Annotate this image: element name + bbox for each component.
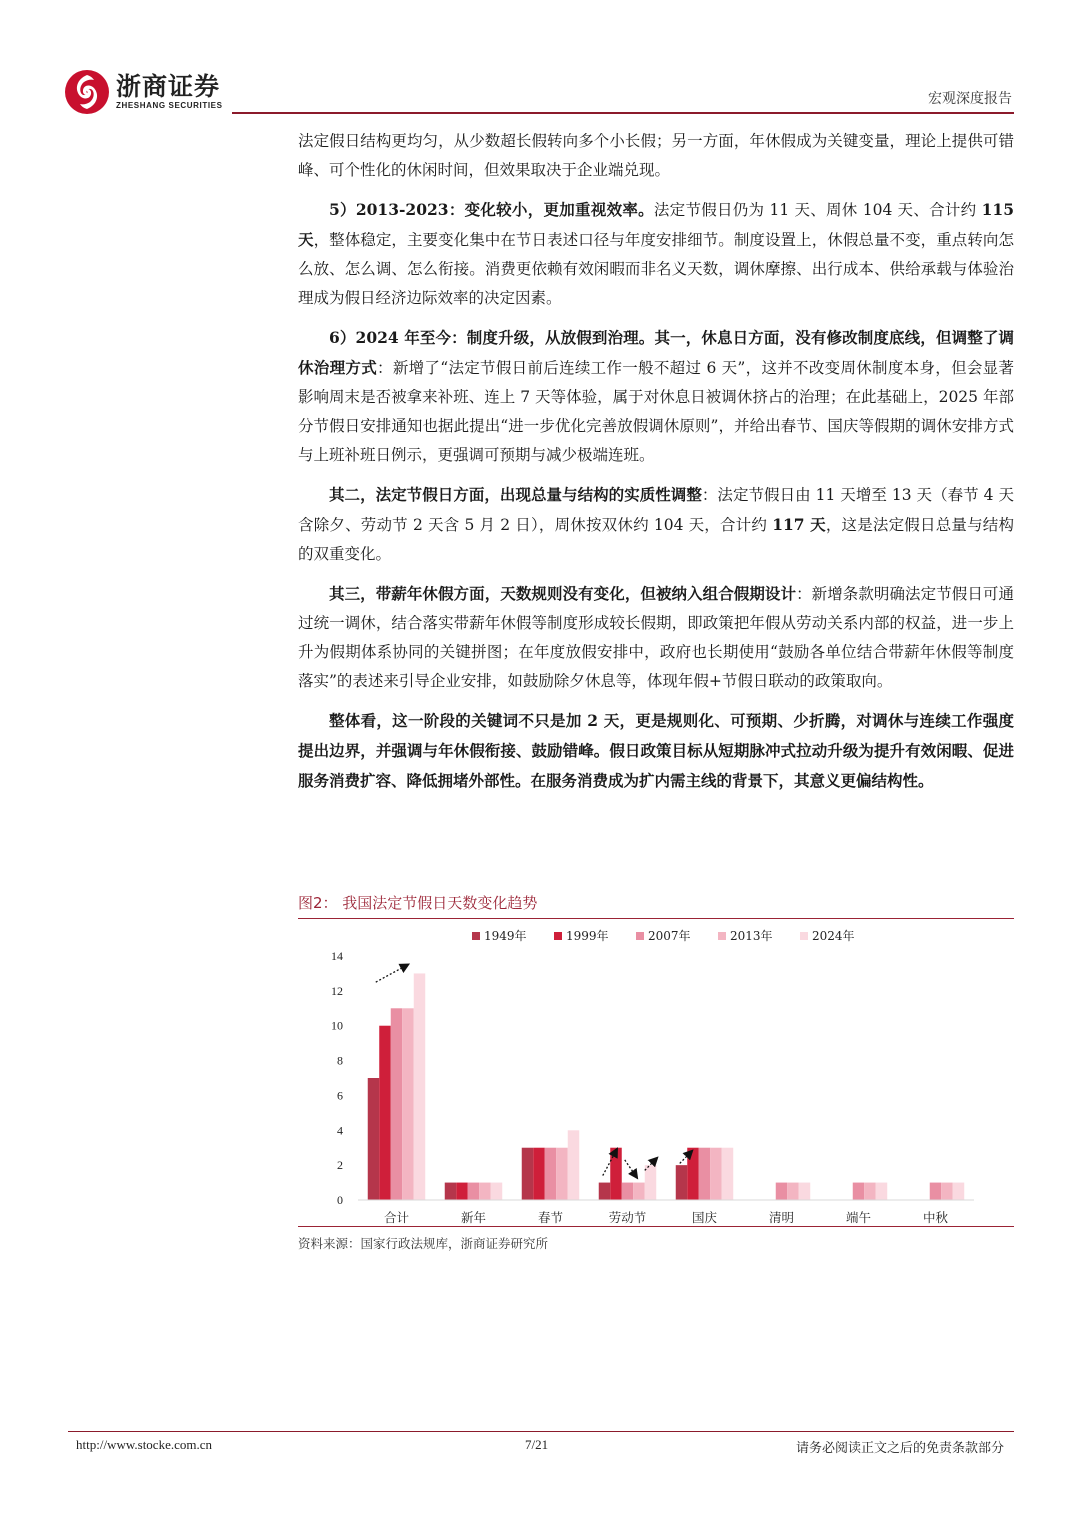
paragraph-lead: 其三，带薪年休假方面，天数规则没有变化，但被纳入组合假期设计 xyxy=(329,584,797,603)
bar xyxy=(468,1183,480,1200)
logo-english-name: ZHESHANG SECURITIES xyxy=(116,101,223,110)
bar xyxy=(676,1165,688,1200)
article-body xyxy=(298,127,1014,806)
trend-arrow xyxy=(376,965,408,982)
bar xyxy=(953,1183,965,1200)
report-type-label: 宏观深度报告 xyxy=(928,91,1012,107)
bar xyxy=(445,1183,457,1200)
bar xyxy=(368,1078,380,1200)
bar xyxy=(864,1183,876,1200)
bar xyxy=(633,1183,645,1200)
footer-divider xyxy=(68,1431,1014,1432)
legend-label: 2024年 xyxy=(812,929,855,943)
bar xyxy=(556,1148,568,1200)
bar xyxy=(645,1165,657,1200)
bar xyxy=(391,1008,403,1200)
x-tick-label: 国庆 xyxy=(691,1210,718,1225)
bar xyxy=(545,1148,557,1200)
x-tick-label: 劳动节 xyxy=(608,1210,647,1225)
paragraph-text: ：新增条款明确法定节假日可通过统一调休，结合落实带薪年休假等制度形成较长假期，即政策把年假从劳动关系内部的权益，进一步上升为假期体系协同的关键拼图；在年度放假安排中，政府也长期使用“鼓励各单位结合带薪年休假等制度落实”的表述来引导企业安排，如鼓励除夕休息等，体现年假+节假日联动的政策取向。 xyxy=(298,585,1014,690)
bars xyxy=(368,973,965,1200)
y-tick-label: 6 xyxy=(337,1088,343,1103)
bar xyxy=(491,1183,503,1200)
y-tick-label: 10 xyxy=(331,1018,343,1033)
bar xyxy=(568,1130,580,1200)
y-axis xyxy=(331,949,343,1207)
chart-legend xyxy=(472,928,855,943)
legend-swatch xyxy=(718,932,726,940)
legend-swatch xyxy=(800,932,808,940)
logo-mark-icon xyxy=(64,69,110,115)
paragraph-lead: 整体看，这一阶段的关键词不只是加 2 天，更是规则化、可预期、少折腾，对调休与连续工作强度提出边界，并强调与年休假衔接、鼓励错峰。假日政策目标从短期脉冲式拉动升级为提升有效闲暇、促进服务消费扩容、降低拥堵外部性。在服务消费成为扩内需主线的背景下，其意义更偏结构性。 xyxy=(298,711,1014,790)
figure-title: 图2： 我国法定节假日天数变化趋势 xyxy=(298,894,538,912)
legend-swatch xyxy=(636,932,644,940)
bar xyxy=(599,1183,611,1200)
x-tick-label: 春节 xyxy=(537,1210,564,1225)
paragraph-text: 法定节假日仍为 11 天、周休 104 天、合计约 xyxy=(653,201,982,219)
paragraph xyxy=(298,706,1014,796)
footer-disclaimer: 请务必阅读正文之后的免责条款部分 xyxy=(795,1441,1004,1456)
paragraph-text: ，这是法定假日总量与结构的双重变化。 xyxy=(298,516,1014,563)
bar xyxy=(379,1026,391,1200)
paragraph xyxy=(298,480,1014,569)
bar xyxy=(414,973,426,1200)
legend-label: 1999年 xyxy=(566,929,609,943)
bar xyxy=(722,1148,734,1200)
y-tick-label: 2 xyxy=(337,1158,343,1173)
bar xyxy=(687,1148,699,1200)
paragraph xyxy=(298,195,1014,313)
legend-swatch xyxy=(472,932,480,940)
x-tick-label: 合计 xyxy=(383,1210,410,1225)
bar xyxy=(622,1183,634,1200)
company-logo xyxy=(64,68,229,116)
footer-url[interactable]: http://www.stocke.com.cn xyxy=(76,1437,212,1452)
paragraph xyxy=(298,579,1014,696)
bar xyxy=(799,1183,811,1200)
x-tick-label: 清明 xyxy=(768,1210,795,1225)
x-tick-label: 新年 xyxy=(460,1210,487,1225)
bar xyxy=(787,1183,799,1200)
x-tick-label: 中秋 xyxy=(922,1210,949,1225)
page-number: 7/21 xyxy=(525,1437,549,1452)
figure-source: 资料来源：国家行政法规库，浙商证券研究所 xyxy=(298,1236,549,1251)
legend-swatch xyxy=(554,932,562,940)
bar xyxy=(533,1148,545,1200)
bar xyxy=(776,1183,788,1200)
page-header xyxy=(0,0,1080,120)
legend-label: 2013年 xyxy=(730,929,773,943)
bar xyxy=(479,1183,491,1200)
logo-chinese-name: 浙商证券 xyxy=(116,72,221,101)
x-axis xyxy=(358,1200,974,1225)
emphasis-text: 115 天 xyxy=(298,200,1014,249)
paragraph-lead: 5）2013-2023：变化较小，更加重视效率。 xyxy=(329,200,654,219)
bar xyxy=(456,1183,468,1200)
paragraph: 法定假日结构更均匀，从少数超长假转向多个小长假；另一方面，年休假成为关键变量，理论上提供可错峰、可个性化的休闲时间，但效果取决于企业端兑现。 xyxy=(298,132,1014,179)
paragraph-text: ：法定节假日由 11 天增至 13 天（春节 4 天含除夕、劳动节 2 天含 5 月 2 日），周休按双休约 104 天，合计约 xyxy=(298,486,1014,534)
emphasis-text: 117 天 xyxy=(772,515,826,534)
bar xyxy=(710,1148,722,1200)
paragraph-lead: 6）2024 年至今：制度升级，从放假到治理。其一，休息日方面，没有修改制度底线，但调整了调休治理方式 xyxy=(298,328,1014,377)
bar xyxy=(853,1183,865,1200)
legend-label: 1949年 xyxy=(484,929,527,943)
bar xyxy=(699,1148,711,1200)
holiday-days-chart xyxy=(298,920,1014,1226)
y-tick-label: 14 xyxy=(331,949,343,963)
bar xyxy=(402,1008,414,1200)
y-tick-label: 4 xyxy=(337,1123,343,1138)
bar xyxy=(930,1183,942,1200)
y-tick-label: 12 xyxy=(331,983,343,998)
paragraph-text: ，整体稳定，主要变化集中在节日表述口径与年度安排细节。制度设置上，休假总量不变，重点转向怎么放、怎么调、怎么衔接。消费更依赖有效闲暇而非名义天数，调休摩擦、出行成本、供给承载与体验治理成为假日经济边际效率的决定因素。 xyxy=(298,231,1014,307)
y-tick-label: 0 xyxy=(337,1193,343,1207)
paragraph-text: ：新增了“法定节假日前后连续工作一般不超过 6 天”，这并不改变周休制度本身，但会显著影响周末是否被拿来补班、连上 7 天等体验，属于对休息日被调休挤占的治理；在此基础上，2025 年部分节假日安排通知也据此提出“进一步优化完善放假调休原则”，并给出春节、国庆等假期的调休安排方式与上班补班日例示，更强调可预期与减少极端连班。 xyxy=(298,359,1014,464)
bar xyxy=(610,1148,622,1200)
bar xyxy=(941,1183,953,1200)
bar xyxy=(876,1183,888,1200)
trend-arrow xyxy=(625,1160,637,1177)
paragraph xyxy=(298,323,1014,470)
x-tick-label: 端午 xyxy=(845,1210,872,1225)
header-divider xyxy=(232,112,1014,114)
paragraph-lead: 其二，法定节假日方面，出现总量与结构的实质性调整 xyxy=(329,485,702,504)
y-tick-label: 8 xyxy=(337,1053,343,1068)
figure-top-rule xyxy=(298,918,1014,919)
legend-label: 2007年 xyxy=(648,929,691,943)
figure-bottom-rule xyxy=(298,1226,1014,1227)
bar xyxy=(522,1148,534,1200)
